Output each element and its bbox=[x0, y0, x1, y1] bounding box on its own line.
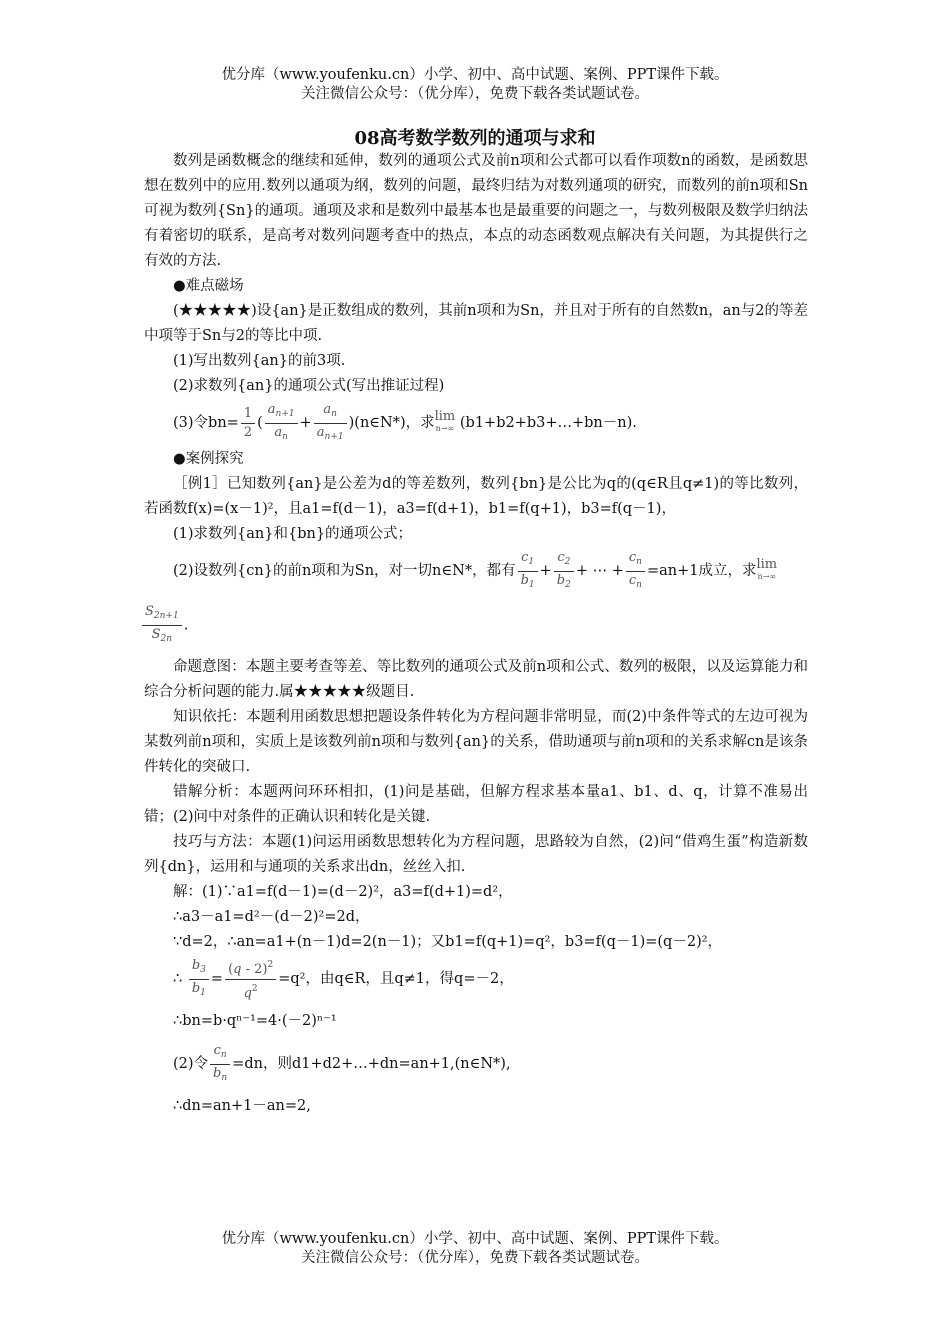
document-body bbox=[144, 149, 808, 1119]
solution-line-7: ∴dn=an+1－an=2, bbox=[173, 1098, 311, 1114]
q3-sum: (b1+b2+b3+…+bn－n). bbox=[459, 415, 637, 431]
example-question-2: (2)设数列{cn}的前n项和为Sn，对一切n∈N*，都有 $\frac{c_1}{b_1}$ + $\frac{c_2}{b_2}$ + ⋯ + $\frac{c_n}{c_n}$ =an+1成立，求 lim n→∞ bbox=[144, 547, 808, 595]
fraction-q2-q2: $\frac{(q - 2)^2}{q^2}$ bbox=[225, 956, 276, 1003]
intent-paragraph: 命题意图：本题主要考查等差、等比数列的通项公式及前n项和公式、数列的极限，以及运算能力和综合分析问题的能力.属★★★★★级题目. bbox=[144, 659, 808, 700]
error-paragraph: 错解分析：本题两问环环相扣，(1)问是基础，但解方程求基本量a1、b1、d、q，计算不准易出错；(2)问中对条件的正确认识和转化是关键. bbox=[144, 784, 808, 825]
knowledge-paragraph: 知识依托：本题利用函数思想把题设条件转化为方程问题非常明显，而(2)中条件等式的左边可视为某数列前n项和，实质上是该数列前n项和与数列{an}的关系，借助通项与前n项和的关系求解cn是该条件转化的突破口. bbox=[144, 709, 808, 775]
example-1: ［例1］已知数列{an}是公差为d的等差数列，数列{bn}是公比为q的(q∈R且q≠1)的等比数列，若函数f(x)=(x－1)²，且a1=f(d－1)，a3=f(d+1)，b1=f(q+1)，b3=f(q－1)， bbox=[144, 476, 808, 517]
question-2: (2)求数列{an}的通项公式(写出推证过程) bbox=[173, 378, 445, 394]
question-3: (3)令bn= $\frac{1}{2}$ ( $\frac{a_{n+1}}{a_n}$ + $\frac{a_n}{a_{n+1}}$ )(n∈N*)，求 lim n→∞ (b1+b2+b3+…+bn－n). bbox=[144, 399, 808, 447]
section-heading-difficulty: ●难点磁场 bbox=[173, 278, 244, 294]
footer-line-1: 优分库（www.youfenku.cn）小学、初中、高中试题、案例、PPT课件下载。 bbox=[221, 1231, 729, 1247]
half-fraction: $\frac{1}{2}$ bbox=[241, 405, 255, 442]
fraction-an1-an: $\frac{a_{n+1}}{a_n}$ bbox=[265, 401, 298, 446]
solution-line-4: ∴ $\frac{b_3}{b_1}$ = $\frac{(q - 2)^2}{q^2}$ =q²，由q∈R，且q≠1，得q=－2， bbox=[173, 957, 514, 1001]
skill-paragraph: 技巧与方法：本题(1)问运用函数思想转化为方程问题，思路较为自然，(2)问“借鸡生蛋”构造新数列{dn}，运用和与通项的关系求出dn，丝丝入扣. bbox=[144, 834, 808, 875]
footer-line-2: 关注微信公众号：（优分库），免费下载各类试题试卷。 bbox=[301, 1250, 649, 1266]
solution-line-1: 解：(1)∵a1=f(d－1)=(d－2)²，a3=f(d+1)=d²， bbox=[173, 884, 513, 900]
solution-line-2: ∴a3－a1=d²－(d－2)²=2d， bbox=[173, 909, 370, 925]
fraction-cn-cn: $\frac{c_n}{c_n}$ bbox=[626, 549, 645, 594]
question-1: (1)写出数列{an}的前3项. bbox=[173, 353, 346, 369]
page-title: 08高考数学数列的通项与求和 bbox=[354, 128, 596, 149]
section-heading-cases: ●案例探究 bbox=[173, 451, 244, 467]
s-ratio-line: $\frac{S_{2n+1}}{S_{2n}}$ . bbox=[140, 603, 808, 647]
intro-paragraph: 数列是函数概念的继续和延伸，数列的通项公式及前n项和公式都可以看作项数n的函数，是函数思想在数列中的应用.数列以通项为纲，数列的问题，最终归结为对数列通项的研究，而数列的前n项和Sn可视为数列{Sn}的通项。通项及求和是数列中最基本也是最重要的问题之一，与数列极限及数学归纳法有着密切的联系，是高考对数列问题考查中的热点，本点的动态函数观点解决有关问题，为其提供行之有效的方法. bbox=[144, 153, 808, 269]
fraction-c2-b2: $\frac{c_2}{b_2}$ bbox=[554, 549, 574, 594]
example-question-1: (1)求数列{an}和{bn}的通项公式； bbox=[173, 526, 413, 542]
fraction-s2n1-s2n: $\frac{S_{2n+1}}{S_{2n}}$ bbox=[142, 603, 182, 648]
solution-line-6: (2)令 $\frac{c_n}{b_n}$ =dn，则d1+d2+…+dn=an+1,(n∈N*), bbox=[144, 1040, 808, 1088]
q3-lead: (3)令bn= bbox=[173, 415, 239, 431]
limit-symbol-2: lim n→∞ bbox=[756, 557, 778, 581]
page-footer bbox=[0, 1230, 950, 1268]
fraction-b3-b1: $\frac{b_3}{b_1}$ bbox=[189, 957, 209, 1002]
problem-statement: (★★★★★)设{an}是正数组成的数列，其前n项和为Sn，并且对于所有的自然数n，an与2的等差中项等于Sn与2的等比中项. bbox=[144, 303, 808, 344]
header-line-2: 关注微信公众号：（优分库），免费下载各类试题试卷。 bbox=[301, 86, 649, 102]
fraction-an-an1: $\frac{a_n}{a_{n+1}}$ bbox=[314, 401, 347, 446]
solution-line-3: ∵d=2，∴an=a1+(n－1)d=2(n－1)；又b1=f(q+1)=q²，b3=f(q－1)=(q－2)²， bbox=[173, 934, 723, 950]
fraction-cn-bn: $\frac{c_n}{b_n}$ bbox=[210, 1042, 230, 1087]
fraction-c1-b1: $\frac{c_1}{b_1}$ bbox=[518, 549, 538, 594]
q3-tail: (n∈N*)，求 bbox=[354, 415, 435, 431]
page-header-top bbox=[0, 66, 950, 104]
solution-line-5: ∴bn=b·qⁿ⁻¹=4·(－2)ⁿ⁻¹ bbox=[173, 1013, 337, 1029]
limit-symbol: lim n→∞ bbox=[434, 409, 456, 433]
header-line-1: 优分库（www.youfenku.cn）小学、初中、高中试题、案例、PPT课件下载。 bbox=[221, 67, 729, 83]
